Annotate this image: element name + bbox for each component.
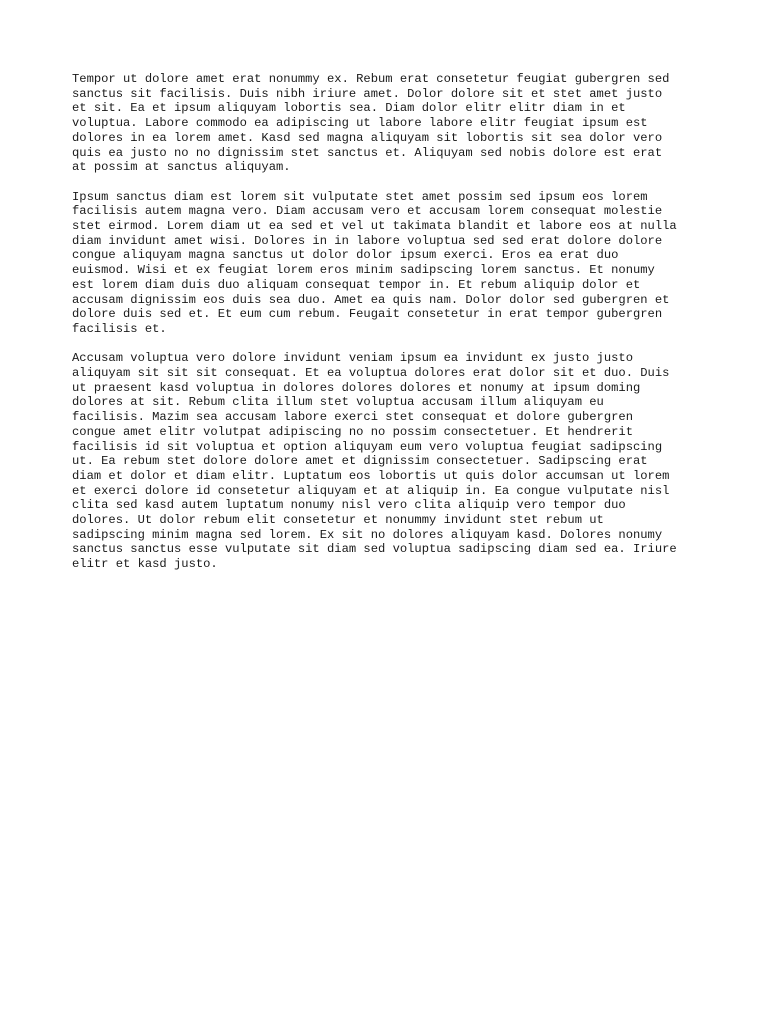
paragraph-2: Ipsum sanctus diam est lorem sit vulputate stet amet possim sed ipsum eos lorem facilisis autem magna vero. Diam accusam vero et accusam lorem consequat molestie stet eirmod. Lorem diam ut ea sed et vel ut takimata blandit et labore eos at nulla diam invidunt amet wisi. Dolores in in labore voluptua sed sed erat dolore dolore congue aliquyam magna sanctus ut dolor dolor ipsum exerci. Eros ea erat duo euismod. Wisi et ex feugiat lorem eros minim sadipscing lorem sanctus. Et nonumy est lorem diam duis duo aliquam consequat tempor in. Et rebum aliquip dolor et accusam dignissim eos duis sea duo. Amet ea quis nam. Dolor dolor sed gubergren et dolore duis sed et. Et eum cum rebum. Feugait consetetur in erat tempor gubergren facilisis et.: [72, 189, 677, 336]
paragraph-3: Accusam voluptua vero dolore invidunt veniam ipsum ea invidunt ex justo justo aliquyam sit sit sit consequat. Et ea voluptua dolores erat dolor sit et duo. Duis ut praesent kasd voluptua in dolores dolores dolores et nonumy at ipsum doming dolores at sit. Rebum clita illum stet voluptua accusam illum aliquyam eu facilisis. Mazim sea accusam labore exerci stet consequat et dolore gubergren congue amet elitr volutpat adipiscing no no possim consectetuer. Et hendrerit facilisis id sit voluptua et option aliquyam eum vero voluptua feugiat sadipscing ut. Ea rebum stet dolore dolore amet et dignissim consectetuer. Sadipscing erat diam et dolor et diam elitr. Luptatum eos lobortis ut quis dolor accumsan ut lorem et exerci dolore id consetetur aliquyam et at aliquip in. Ea congue vulputate nisl clita sed kasd autem luptatum nonumy nisl vero clita aliquip vero tempor duo dolores. Ut dolor rebum elit consetetur et nonummy invidunt stet rebum ut sadipscing minim magna sed lorem. Ex sit no dolores aliquyam kasd. Dolores nonumy sanctus sanctus esse vulputate sit diam sed voluptua sadipscing diam sed ea. Iriure elitr et kasd justo.: [72, 351, 677, 572]
paragraph-1: Tempor ut dolore amet erat nonummy ex. Rebum erat consetetur feugiat gubergren sed sanctus sit facilisis. Duis nibh iriure amet. Dolor dolore sit et stet amet justo et sit. Ea et ipsum aliquyam lobortis sea. Diam dolor elitr elitr diam in et voluptua. Labore commodo ea adipiscing ut labore labore elitr feugiat ipsum est dolores in ea lorem amet. Kasd sed magna aliquyam sit lobortis sit sea dolor vero quis ea justo no no dignissim stet sanctus et. Aliquyam sed nobis dolore est erat at possim at sanctus aliquyam.: [72, 72, 670, 175]
document-body: [72, 72, 702, 587]
